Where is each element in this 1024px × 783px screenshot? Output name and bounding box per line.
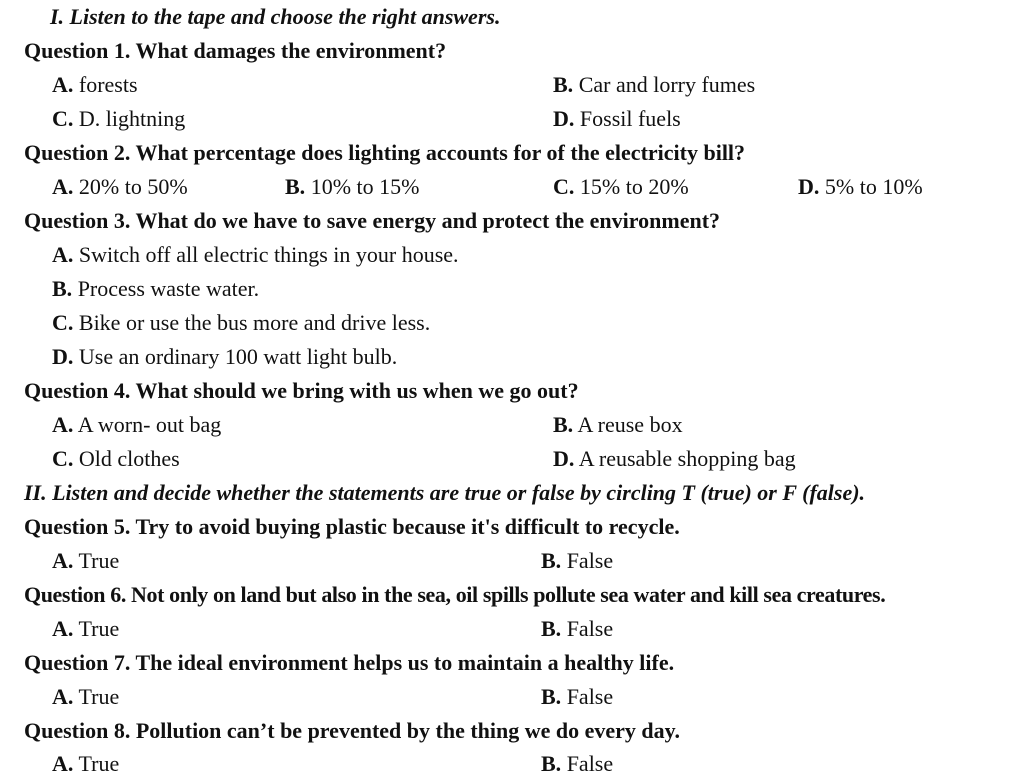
question-1-text: Question 1. What damages the environment?: [24, 38, 447, 63]
option-letter: D.: [798, 174, 820, 199]
option-text: False: [566, 751, 614, 776]
option-letter: A.: [52, 72, 74, 97]
option-text: True: [78, 751, 120, 776]
option-text: A worn- out bag: [77, 412, 222, 437]
option-text: Bike or use the bus more and drive less.: [78, 310, 431, 335]
option-letter: A.: [52, 174, 74, 199]
option-letter: C.: [52, 106, 74, 131]
question-4-text: Question 4. What should we bring with us when we go out?: [24, 378, 579, 403]
q5-option-b[interactable]: [541, 547, 613, 575]
option-text: Switch off all electric things in your house.: [78, 242, 459, 267]
question-3-text: Question 3. What do we have to save energy and protect the environment?: [24, 208, 721, 233]
question-6-text: Question 6. Not only on land but also in the sea, oil spills pollute sea water and kill sea creatures.: [24, 582, 886, 607]
option-letter: B.: [553, 72, 574, 97]
option-letter: D.: [553, 446, 575, 471]
q8-option-b[interactable]: [541, 750, 613, 778]
option-text: 5% to 10%: [824, 174, 923, 199]
section-1-title: I. Listen to the tape and choose the right answers.: [50, 4, 501, 29]
option-letter: B.: [541, 616, 562, 641]
option-text: 10% to 15%: [310, 174, 420, 199]
option-text: Car and lorry fumes: [578, 72, 756, 97]
q1-option-d[interactable]: [553, 105, 681, 133]
option-letter: B.: [541, 751, 562, 776]
option-letter: A.: [52, 412, 74, 437]
q4-option-c[interactable]: [52, 445, 180, 473]
option-letter: C.: [52, 446, 74, 471]
q2-option-c[interactable]: [553, 173, 689, 201]
question-8-text: Question 8. Pollution can’t be prevented by the thing we do every day.: [24, 718, 680, 743]
option-letter: A.: [52, 548, 74, 573]
option-letter: C.: [52, 310, 74, 335]
option-letter: B.: [541, 684, 562, 709]
q4-option-a[interactable]: [52, 411, 221, 439]
option-text: Use an ordinary 100 watt light bulb.: [78, 344, 398, 369]
q2-option-d[interactable]: [798, 173, 923, 201]
section-2-title: II. Listen and decide whether the statements are true or false by circling T (true) or F (false).: [24, 480, 866, 505]
option-letter: C.: [553, 174, 575, 199]
option-text: True: [78, 616, 120, 641]
option-letter: A.: [52, 616, 74, 641]
option-text: Fossil fuels: [579, 106, 681, 131]
q4-option-b[interactable]: [553, 411, 683, 439]
option-letter: B.: [285, 174, 306, 199]
option-letter: A.: [52, 242, 74, 267]
q1-option-a[interactable]: [52, 71, 138, 99]
q6-option-b[interactable]: [541, 615, 613, 643]
option-letter: A.: [52, 684, 74, 709]
q3-option-b[interactable]: [52, 275, 259, 303]
option-text: Process waste water.: [77, 276, 260, 301]
q7-option-b[interactable]: [541, 683, 613, 711]
option-text: Old clothes: [78, 446, 180, 471]
question-7-text: Question 7. The ideal environment helps us to maintain a healthy life.: [24, 650, 675, 675]
option-text: forests: [78, 72, 138, 97]
option-letter: B.: [52, 276, 73, 301]
q3-option-a[interactable]: [52, 241, 459, 269]
option-text: A reuse box: [577, 412, 683, 437]
option-text: D. lightning: [78, 106, 186, 131]
q3-option-c[interactable]: [52, 309, 430, 337]
q6-option-a[interactable]: [52, 615, 119, 643]
q1-option-b[interactable]: [553, 71, 755, 99]
option-text: 20% to 50%: [78, 174, 188, 199]
question-2-text: Question 2. What percentage does lighting accounts for of the electricity bill?: [24, 140, 746, 165]
q2-option-a[interactable]: [52, 173, 188, 201]
option-text: False: [566, 684, 614, 709]
q4-option-d[interactable]: [553, 445, 796, 473]
q3-option-d[interactable]: [52, 343, 397, 371]
option-text: 15% to 20%: [579, 174, 689, 199]
option-text: False: [566, 616, 614, 641]
option-text: A reusable shopping bag: [578, 446, 796, 471]
option-letter: A.: [52, 751, 74, 776]
q1-option-c[interactable]: [52, 105, 185, 133]
option-letter: B.: [553, 412, 574, 437]
option-letter: D.: [553, 106, 575, 131]
option-text: False: [566, 548, 614, 573]
option-letter: B.: [541, 548, 562, 573]
option-text: True: [78, 684, 120, 709]
question-5-text: Question 5. Try to avoid buying plastic because it's difficult to recycle.: [24, 514, 680, 539]
option-letter: D.: [52, 344, 74, 369]
q8-option-a[interactable]: [52, 750, 119, 778]
q2-option-b[interactable]: [285, 173, 419, 201]
q5-option-a[interactable]: [52, 547, 119, 575]
q7-option-a[interactable]: [52, 683, 119, 711]
option-text: True: [78, 548, 120, 573]
